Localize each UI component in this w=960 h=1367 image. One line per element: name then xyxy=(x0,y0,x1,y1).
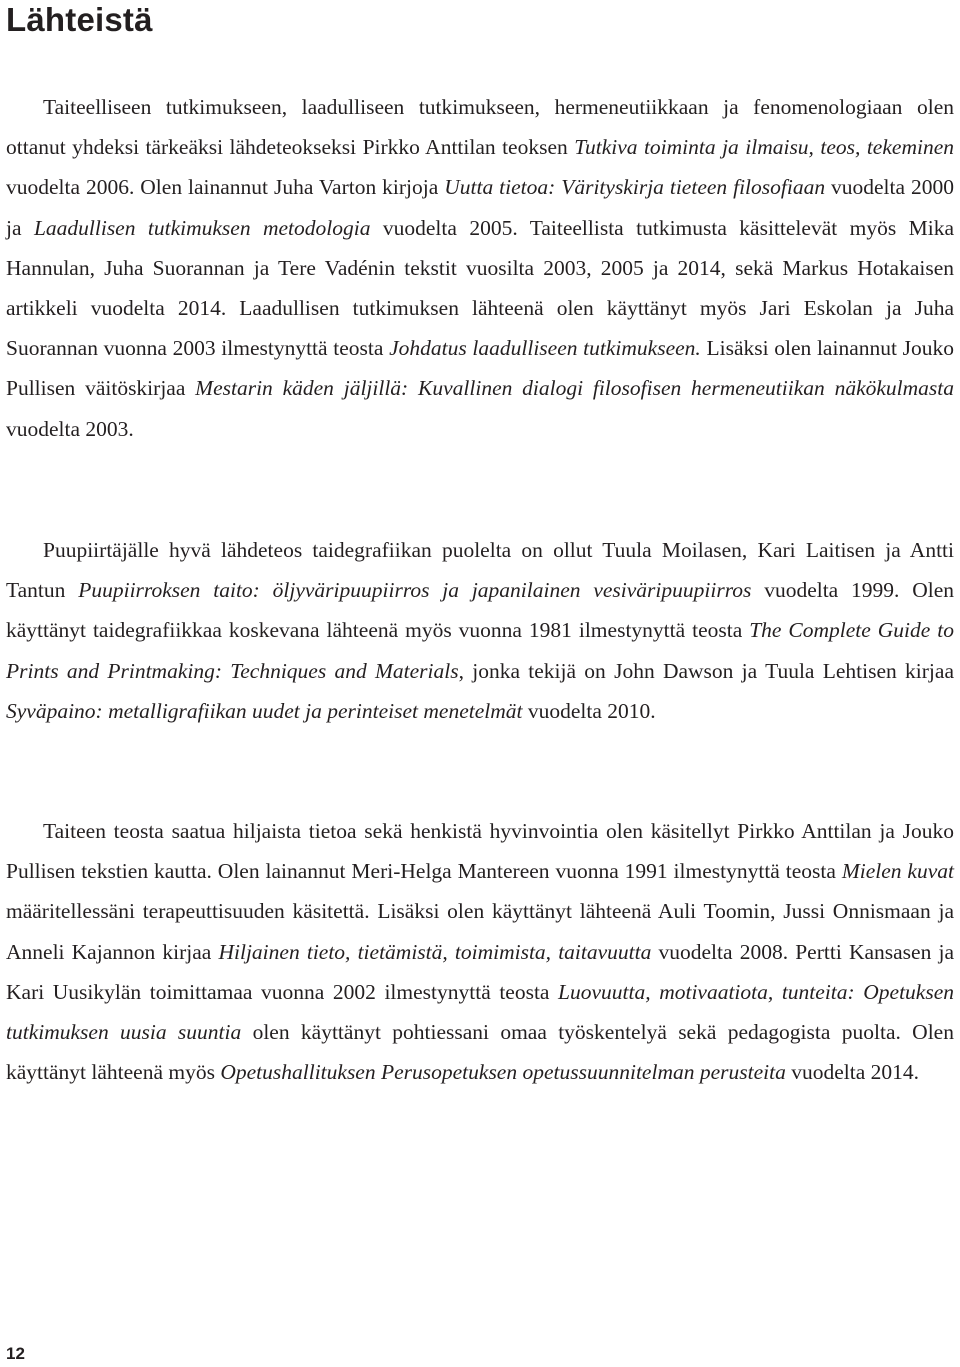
paragraph-text xyxy=(6,530,954,731)
text-segment: vuodelta 2005. Taiteellista tutkimusta käsittelevät myös Mika Hannulan, Juha Suorannan ja Tere Vadénin tekstit vuosilta 2003, 2005 ja 2014, sekä Markus Hotakaisen artikkeli vuodelta 2014. Laadullisen tutkimuksen lähteenä olen käyttänyt myös Jari Eskolan ja Juha Suorannan vuonna 2003 ilmestynyttä teosta xyxy=(6,215,954,361)
paragraph-text xyxy=(6,811,954,1092)
page-heading: Lähteistä xyxy=(6,1,153,38)
paragraph-3 xyxy=(6,811,954,1092)
book-title: Puupiirroksen taito: öljyväripuupiirros ja japanilainen vesiväripuupiirros xyxy=(78,578,752,603)
text-segment: Taiteen teosta saatua hiljaista tietoa sekä henkistä hyvinvointia olen käsitellyt Pirkko Anttilan ja Jouko Pullisen tekstien kautta. Olen lainannut Meri-Helga Mantereen vuonna 1991 ilmestynyttä teosta xyxy=(6,819,954,884)
text-segment: vuodelta 1999. Olen käyttänyt taidegrafiikkaa koskevana lähteenä myös vuonna 1981 ilmestynyttä teosta xyxy=(6,578,955,643)
paragraph-1 xyxy=(6,87,954,449)
book-title: The Complete Guide to Prints and Printmaking: Techniques and Materials xyxy=(6,618,954,683)
page-number: 12 xyxy=(6,1344,25,1363)
book-title: Mielen kuvat xyxy=(841,859,954,884)
book-title: Johdatus laadulliseen tutkimukseen. xyxy=(389,336,701,361)
book-title: Laadullisen tutkimuksen metodologia xyxy=(33,215,371,240)
paragraph-text xyxy=(6,87,954,449)
text-segment: vuodelta 2000 ja xyxy=(6,175,954,240)
book-title: Luovuutta, motivaatiota, tunteita: Opetuksen tutkimuksen uusia suuntia xyxy=(6,979,954,1045)
book-title: Hiljainen tieto, tietämistä, toimimista, taitavuutta xyxy=(218,939,652,964)
text-segment: vuodelta 2008. Pertti Kansasen ja Kari Uusikylän toimittamaa vuonna 2002 ilmestynyttä teosta xyxy=(6,939,954,1004)
text-segment: Lisäksi olen lainannut Jouko Pullisen väitöskirjaa xyxy=(6,336,955,401)
paragraph-2 xyxy=(6,530,954,731)
text-segment: määritellessäni terapeuttisuuden käsitettä. Lisäksi olen käyttänyt lähteenä Auli Toomin, Jussi Onnismaan ja Anneli Kajannon kirjaa xyxy=(6,899,954,964)
text-segment: vuodelta 2014. xyxy=(785,1060,920,1085)
text-segment: Taiteelliseen tutkimukseen, laadulliseen tutkimukseen, hermeneutiikkaan ja fenomenologiaan olen ottanut yhdeksi tärkeäksi lähdeteokseksi Pirkko Anttilan teoksen xyxy=(6,95,954,160)
text-segment: olen käyttänyt pohtiessani omaa työskentelyä sekä pedagogista puolta. Olen käyttänyt lähteenä myös xyxy=(6,1020,954,1085)
text-segment: Puupiirtäjälle hyvä lähdeteos taidegrafiikan puolelta on ollut Tuula Moilasen, Kari Laitisen ja Antti Tantun xyxy=(6,538,954,603)
book-title: Tutkiva toiminta ja ilmaisu, teos, tekeminen xyxy=(574,135,954,160)
book-title: Syväpaino: metalligrafiikan uudet ja perinteiset menetelmät xyxy=(6,698,523,723)
book-title: Uutta tietoa: Värityskirja tieteen filosofiaan xyxy=(444,175,826,200)
book-title: Mestarin käden jäljillä: Kuvallinen dialogi filosofisen hermeneutiikan näkökulmasta xyxy=(195,376,954,401)
text-segment: vuodelta 2010. xyxy=(522,698,656,723)
text-segment: vuodelta 2006. Olen lainannut Juha Varton kirjoja xyxy=(6,175,445,200)
book-title: Opetushallituksen Perusopetuksen opetussuunnitelman perusteita xyxy=(220,1060,786,1085)
text-segment: , jonka tekijä on John Dawson ja Tuula Lehtisen kirjaa xyxy=(458,658,954,683)
text-segment: vuodelta 2003. xyxy=(6,416,134,441)
